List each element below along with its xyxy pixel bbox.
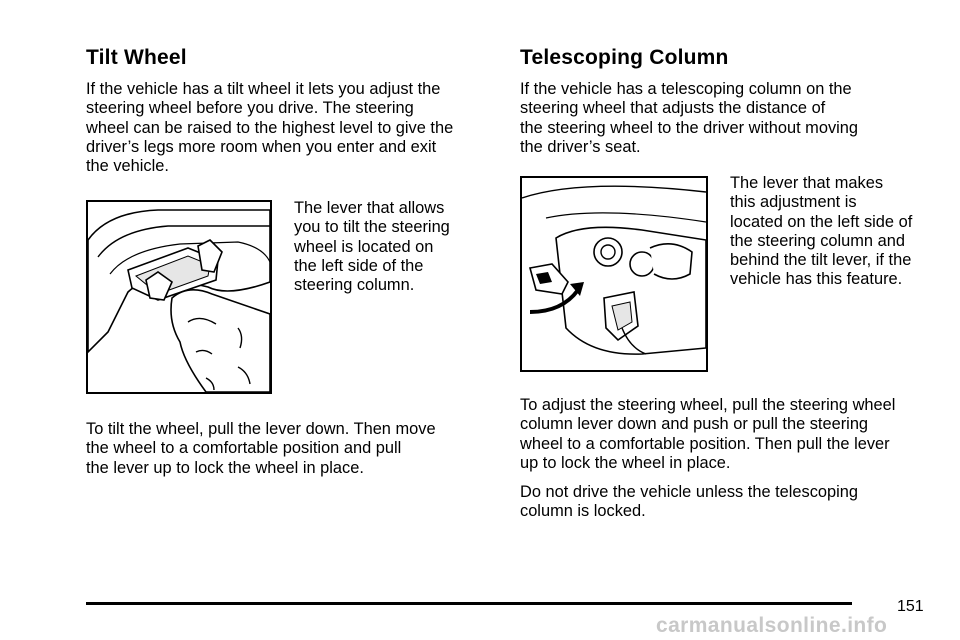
- telescoping-lever-caption: The lever that makes this adjustment is located on the left side of the steering column and behind the tilt lever, if the vehicle has this feature.: [730, 174, 913, 289]
- page-number: 151: [897, 598, 924, 615]
- telescoping-column-instructions: To adjust the steering wheel, pull the steering wheel column lever down and push or pull the steering wheel to a comfortable position. Then pull the lever up to lock the wheel in place.: [520, 396, 896, 472]
- tilt-wheel-intro: If the vehicle has a tilt wheel it lets you adjust the steering wheel before you drive. The steering wheel can be raised to the highest level to give the driver’s legs more room when you enter and exit the vehicle.: [86, 80, 454, 176]
- tilt-lever-illustration: [86, 200, 272, 394]
- tilt-wheel-instructions: To tilt the wheel, pull the lever down. Then move the wheel to a comfortable position and pull the lever up to lock the wheel in place.: [86, 420, 436, 477]
- telescoping-column-intro: If the vehicle has a telescoping column on the steering wheel that adjusts the distance of the steering wheel to the driver without moving the driver’s seat.: [520, 80, 859, 156]
- telescoping-lever-illustration: [520, 176, 708, 372]
- section-title-tilt-wheel: Tilt Wheel: [86, 46, 187, 69]
- watermark: carmanualsonline.info: [656, 614, 888, 637]
- section-title-telescoping-column: Telescoping Column: [520, 46, 729, 69]
- footer-rule: [86, 602, 852, 605]
- tilt-lever-caption: The lever that allows you to tilt the steering wheel is located on the left side of the steering column.: [294, 199, 450, 295]
- telescoping-column-warning: Do not drive the vehicle unless the telescoping column is locked.: [520, 483, 859, 521]
